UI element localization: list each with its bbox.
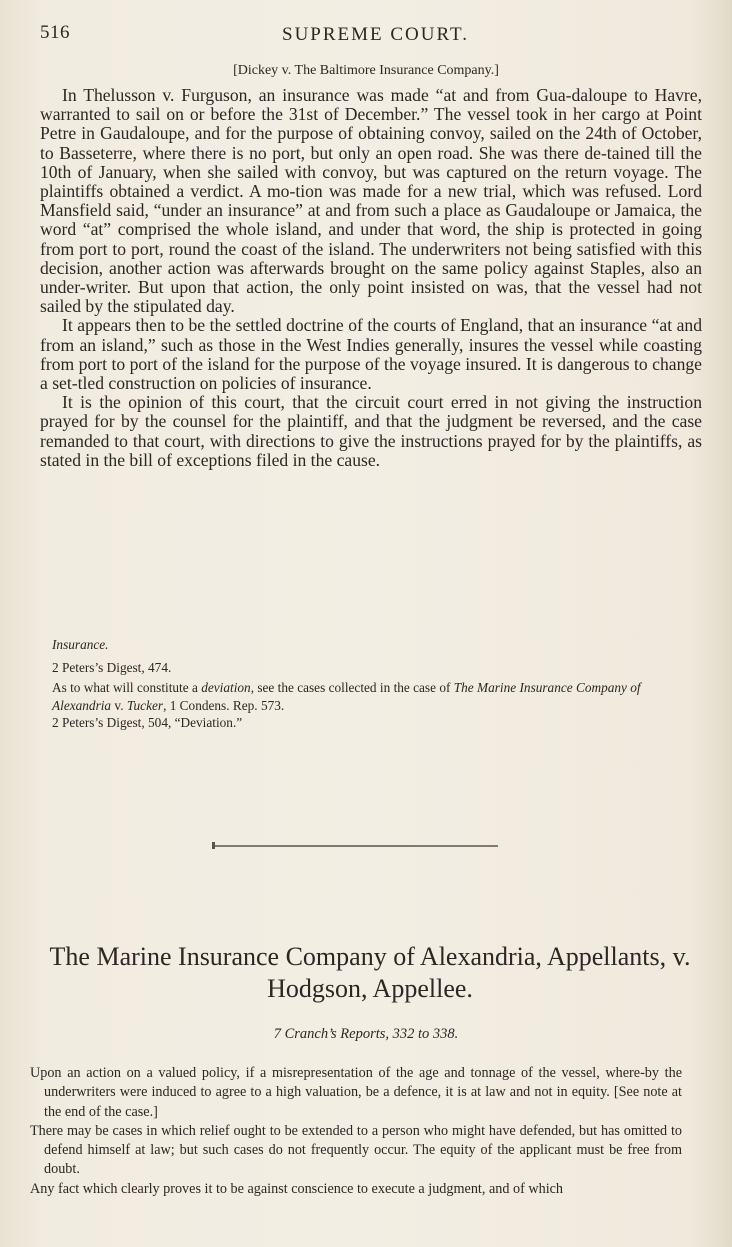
page-number: 516: [40, 22, 70, 43]
note-party: Tucker: [126, 697, 164, 713]
case-citation: 7 Cranch’s Reports, 332 to 338.: [273, 1026, 459, 1042]
note-case-name: The Marine Insurance Company of Alexandria: [52, 680, 641, 713]
syllabus-item: There may be cases in which relief ought to be extended to a person who might have defended, but has omitted to defend himself at law; but such cases do not frequently occur. The equity of the applicant must be free from doubt.: [30, 1122, 682, 1178]
note-text: , see the cases collected in the case of: [250, 680, 454, 695]
case-title-line: The Marine Insurance Company of Alexandria, Appellants, v.: [49, 942, 691, 971]
divider-mark: [212, 842, 215, 849]
opinion-text: [40, 86, 702, 470]
paragraph: In Thelusson v. Furguson, an insurance was made “at and from Gua-daloupe to Havre, warranted to sail on or before the 31st of December.” The vessel took in her cargo at Point Petre in Gaudaloupe, and for the purpose of obtaining convoy, sailed on the 24th of October, to Basseterre, where there is no port, but only an open road. She was there de-tained till the 10th of January, when she sailed with convoy, but was captured on the return voyage. The plaintiffs obtained a verdict. A mo-tion was made for a new trial, which was refused. Lord Mansfield said, “under an insurance” at and from such a place as Gaudaloupe or Jamaica, the word “at” comprised the whole island, and under that word, the ship is protected in going from port to port, round the coast of the island. The underwriters not being satisfied with this decision, another action was afterwards brought on the same policy against Staples, also an under-writer. But upon that action, the only point insisted on was, that the vessel had not sailed by the stipulated day.: [40, 85, 702, 317]
case-title: [30, 941, 710, 1005]
page-header: [40, 22, 700, 48]
case-reference: [Dickey v. The Baltimore Insurance Company.]: [233, 63, 499, 78]
paragraph: It is the opinion of this court, that the circuit court erred in not giving the instruction prayed for by the counsel for the plaintiff, and that the judgment be reversed, and the case remanded to that court, with directions to give the instructions prayed for by the plaintiffs, as stated in the bill of exceptions filed in the cause.: [40, 392, 702, 470]
note-text: , 1 Condens. Rep. 573.: [163, 697, 285, 713]
note-text: v.: [111, 697, 127, 713]
paragraph: It appears then to be the settled doctrine of the courts of England, that an insurance “at and from an island,” such as those in the West Indies generally, insures the vessel while coasting from port to port of the island for the purpose of the voyage insured. It is dangerous to change a set-tled construction on policies of insurance.: [40, 315, 702, 394]
deviation-note: [52, 679, 692, 714]
note-text: As to what will constitute a: [52, 680, 202, 695]
syllabus: [30, 1064, 682, 1199]
note-term: deviation: [201, 680, 251, 695]
syllabus-item: Upon an action on a valued policy, if a misrepresentation of the age and tonnage of the vessel, where-by the underwriters were induced to agree to a high valuation, be a defence, it is at law and not in equity. [See note at the end of the case.]: [30, 1065, 682, 1120]
notes-heading: Insurance.: [52, 637, 109, 652]
case-title-line: Hodgson, Appellee.: [267, 974, 473, 1003]
footnotes: [52, 636, 692, 732]
digest-reference: 2 Peters’s Digest, 474.: [52, 659, 172, 675]
syllabus-item: Any fact which clearly proves it to be against conscience to execute a judgment, and of which: [30, 1180, 564, 1197]
running-title: SUPREME COURT.: [282, 24, 469, 45]
digest-reference: 2 Peters’s Digest, 504, “Deviation.”: [52, 715, 243, 730]
section-divider: [212, 845, 498, 847]
